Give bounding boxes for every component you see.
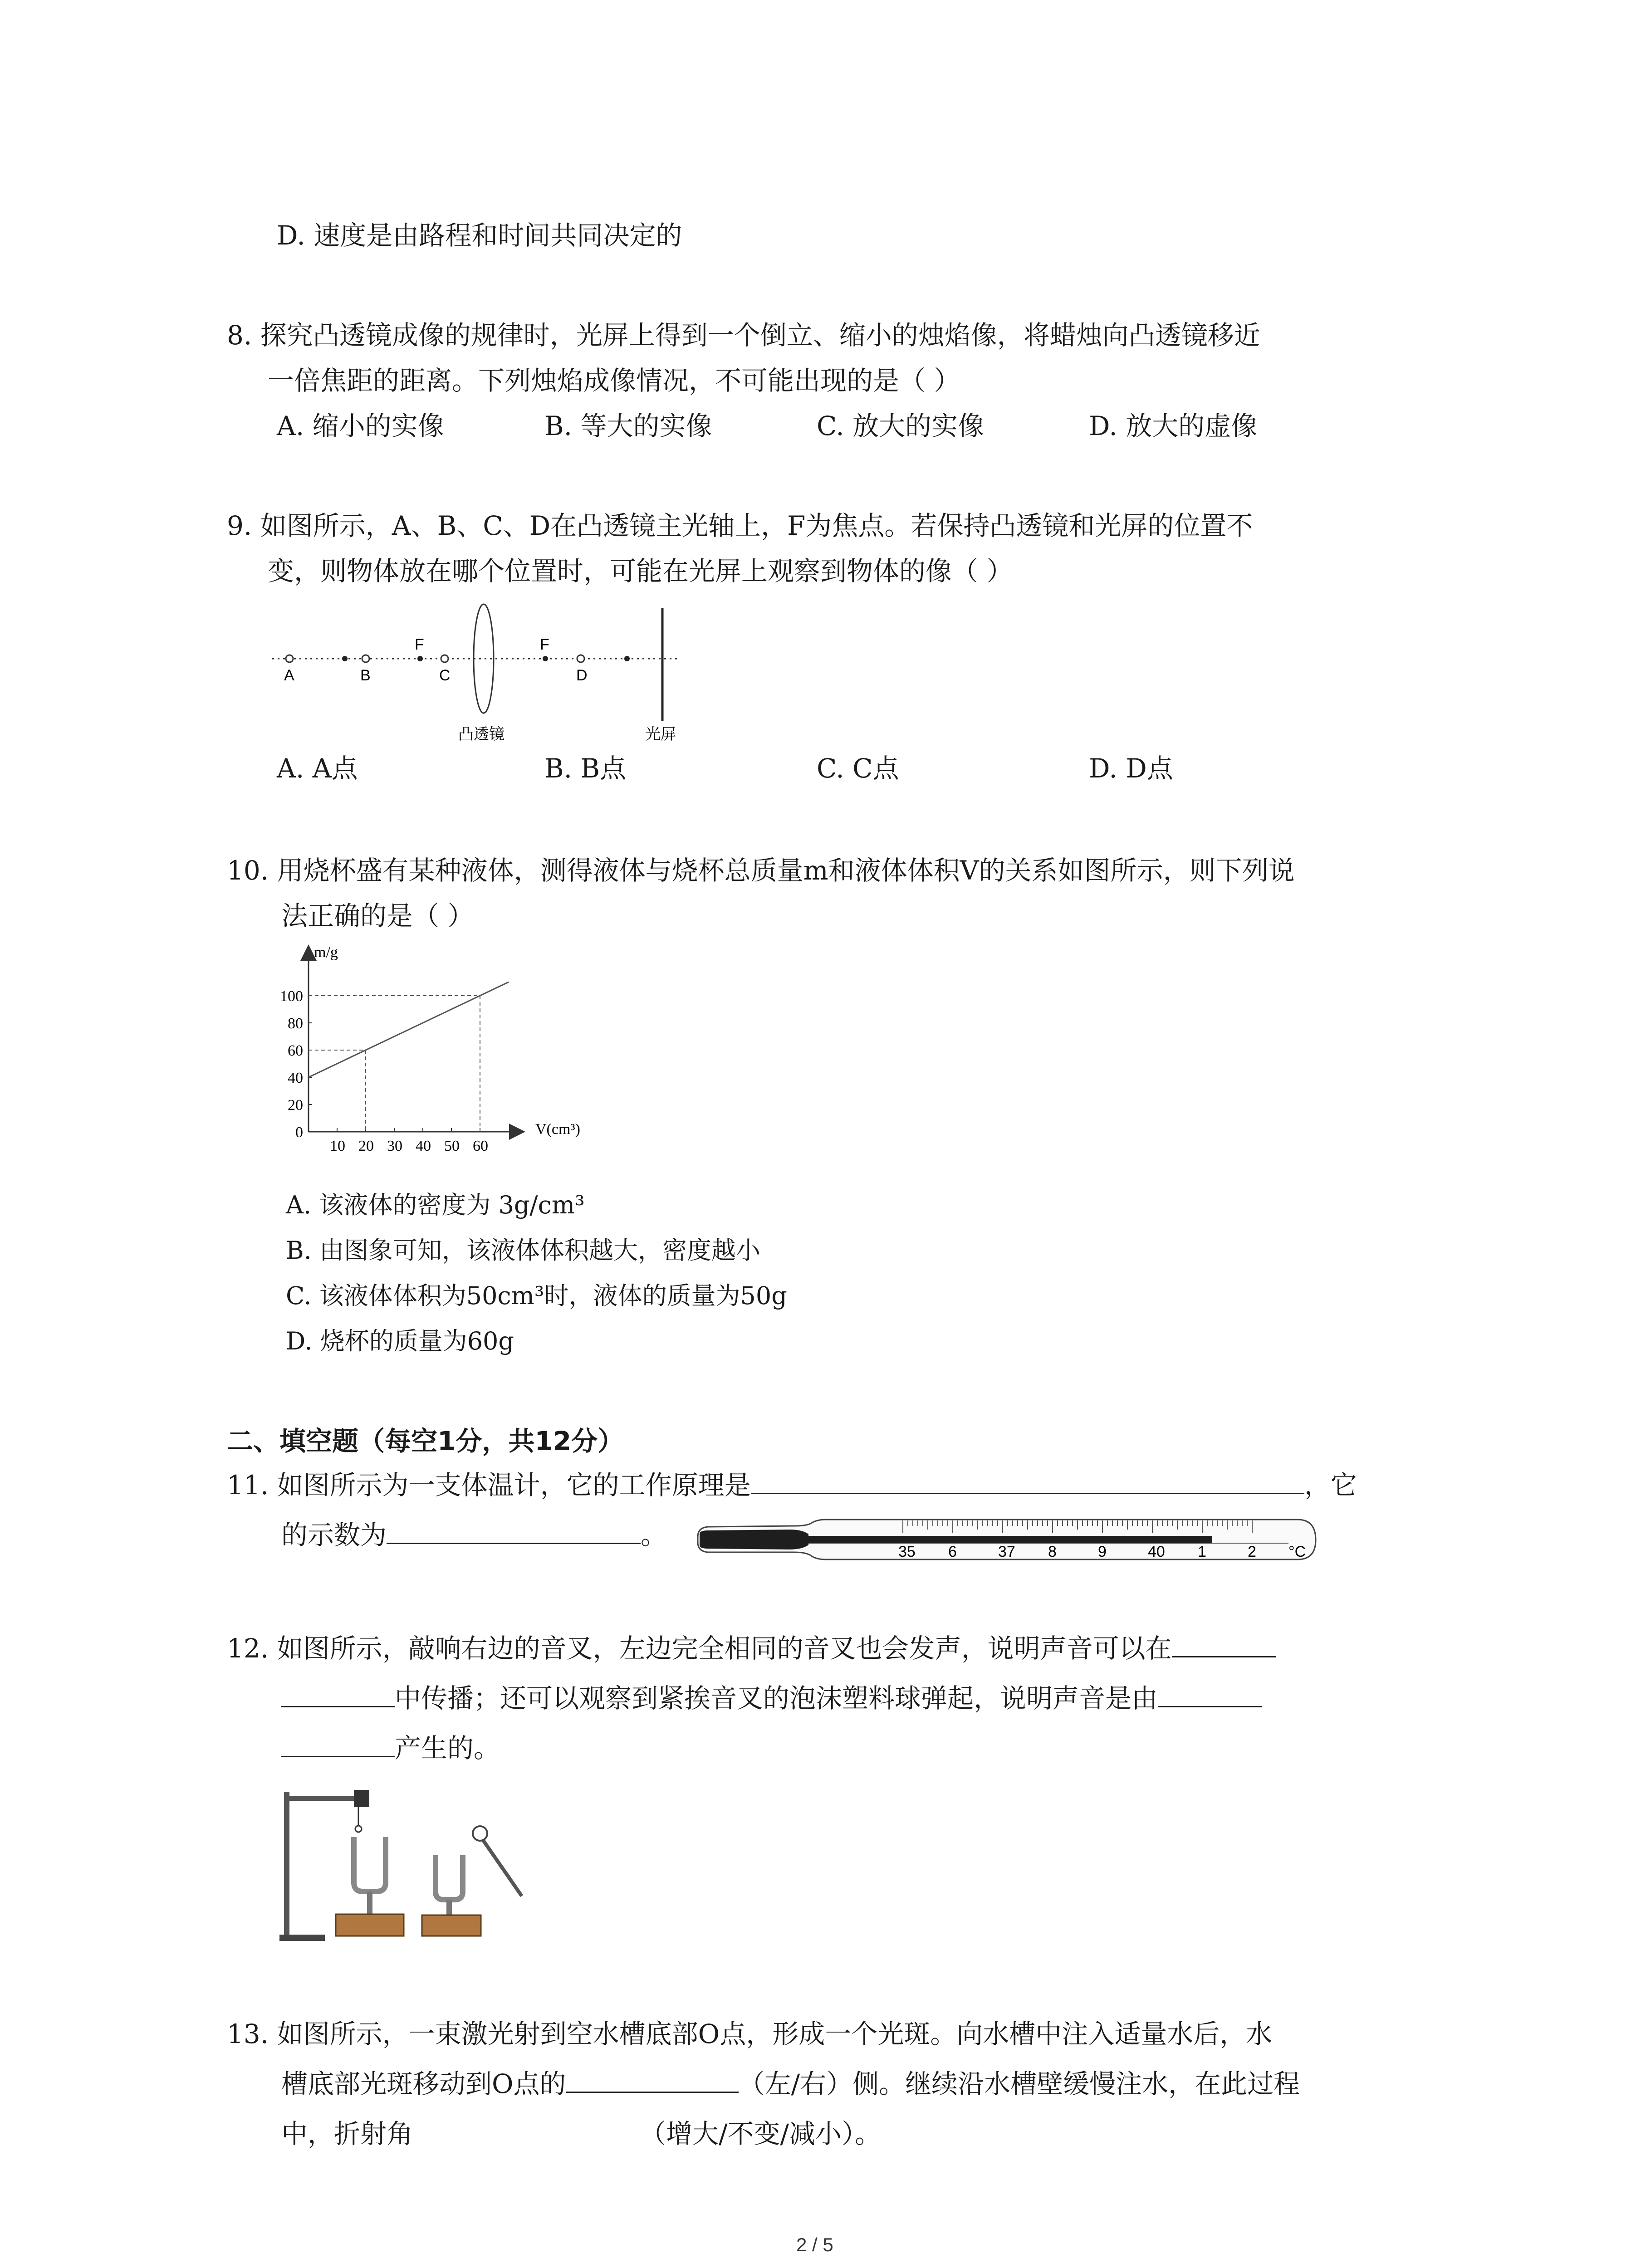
- stand-rod: [284, 1792, 289, 1937]
- q8-option-c: C. 放大的实像: [817, 411, 985, 441]
- q13-line3a: 中，折射角: [281, 2118, 413, 2149]
- scale-label: 35: [898, 1543, 916, 1560]
- label-d: D: [576, 667, 588, 684]
- q9-stem-line2: 变，则物体放在哪个位置时，可能在光屏上观察到物体的像（ ）: [268, 556, 1013, 587]
- point-c: [441, 655, 448, 662]
- label-b: B: [360, 667, 371, 684]
- q9-stem-line1: 9. 如图所示，A、B、C、D在凸透镜主光轴上，F为焦点。若保持凸透镜和光屏的位置不: [227, 510, 1253, 541]
- scale-label: 8: [1048, 1543, 1057, 1560]
- unit-label: °C: [1288, 1543, 1306, 1560]
- q9-option-c: C. C点: [817, 753, 899, 784]
- focus-left: [417, 656, 423, 661]
- scale-label: 1: [1198, 1543, 1206, 1560]
- y-tick-label: 20: [288, 1097, 303, 1114]
- q8-option-a: A. 缩小的实像: [277, 411, 444, 441]
- q8-stem-line1: 8. 探究凸透镜成像的规律时，光屏上得到一个倒立、缩小的烛焰像，将蜡烛向凸透镜移近: [227, 320, 1260, 351]
- q9-option-d: D. D点: [1089, 753, 1173, 784]
- section-2-title: 二、填空题（每空1分，共12分）: [227, 1426, 624, 1457]
- bulb: [700, 1530, 808, 1549]
- mallet-head: [473, 1826, 487, 1841]
- q12-blank-medium-part2[interactable]: [281, 1701, 395, 1707]
- q13-line3: [281, 2118, 882, 2149]
- x-tick-label: 50: [444, 1138, 460, 1154]
- y-tick-label: 100: [280, 988, 303, 1005]
- q10-option-b: B. 由图象可知，该液体体积越大，密度越小: [286, 1236, 761, 1265]
- point-b: [362, 655, 369, 662]
- q13-line3b: （增大/不变/减小）。: [640, 2118, 882, 2149]
- q10-option-d: D. 烧杯的质量为60g: [286, 1327, 514, 1355]
- q11-blank-principle[interactable]: [751, 1488, 1304, 1494]
- q13-line2a: 槽底部光斑移动到O点的: [281, 2068, 566, 2099]
- page-number: 2 / 5: [796, 2234, 833, 2255]
- q11-blank-reading[interactable]: [387, 1538, 641, 1544]
- mallet-handle: [481, 1837, 522, 1896]
- left-fork: [354, 1837, 386, 1892]
- label-f-right: F: [540, 636, 549, 653]
- y-tick-label: 80: [288, 1015, 303, 1032]
- q11-line1-text: 11. 如图所示为一支体温计，它的工作原理是: [227, 1470, 751, 1501]
- q12-line3: [281, 1733, 500, 1764]
- label-c: C: [439, 667, 451, 684]
- q10-option-c: C. 该液体体积为50cm³时，液体的质量为50g: [286, 1281, 787, 1310]
- q8-option-d: D. 放大的虚像: [1089, 411, 1258, 441]
- left-resonator-box: [336, 1914, 404, 1936]
- x-tick-label: 20: [358, 1138, 374, 1154]
- right-resonator-box: [422, 1915, 481, 1936]
- q13-line2: [281, 2068, 1300, 2099]
- q12-blank-source-part1[interactable]: [1158, 1701, 1262, 1707]
- y-tick-label: 40: [288, 1070, 303, 1086]
- q9-option-b: B. B点: [544, 753, 627, 784]
- point-d: [577, 655, 584, 662]
- stand-base: [279, 1935, 325, 1941]
- x-tick-label: 40: [416, 1138, 431, 1154]
- label-f-left: F: [415, 636, 424, 653]
- y-axis-label: m/g: [314, 944, 338, 961]
- label-screen: 光屏: [645, 726, 676, 743]
- q12-line2: [281, 1683, 1262, 1714]
- q8-option-b: B. 等大的实像: [544, 411, 712, 441]
- q12-blank-medium-part1[interactable]: [1172, 1652, 1276, 1657]
- q7-option-d: D. 速度是由路程和时间共同决定的: [277, 220, 682, 251]
- clinical-thermometer: [690, 1510, 1325, 1569]
- scale-label: 2: [1248, 1543, 1256, 1560]
- q10-stem-line1: 10. 用烧杯盛有某种液体，测得液体与烧杯总质量m和液体体积V的关系如图所示，则下列说: [227, 855, 1295, 886]
- series-line: [309, 982, 509, 1077]
- q9-option-a: A. A点: [277, 753, 358, 784]
- q11-line2-text: 的示数为: [281, 1520, 387, 1550]
- mercury-column: [808, 1536, 1212, 1543]
- foam-ball: [355, 1826, 362, 1832]
- y-tick-label: 0: [295, 1124, 303, 1141]
- q13-blank-side[interactable]: [566, 2087, 739, 2093]
- stand-arm: [284, 1796, 361, 1801]
- scale-label: 9: [1098, 1543, 1107, 1560]
- q12-line1-text: 12. 如图所示，敲响右边的音叉，左边完全相同的音叉也会发声，说明声音可以在: [227, 1633, 1172, 1664]
- mass-volume-chart: [263, 934, 653, 1161]
- q11-line1-end: ，它: [1304, 1470, 1357, 1501]
- q11-line2: [281, 1522, 667, 1548]
- q12-blank-source-part2[interactable]: [281, 1751, 395, 1757]
- x-tick-label: 30: [387, 1138, 402, 1154]
- q13-line2b: （左/右）侧。继续沿水槽壁缓慢注水，在此过程: [738, 2068, 1300, 2099]
- x-axis-label: V(cm³): [535, 1121, 580, 1138]
- y-tick-label: 60: [288, 1042, 303, 1059]
- clamp: [354, 1790, 369, 1807]
- scale-label: 6: [948, 1543, 957, 1560]
- dot-2f-left: [342, 656, 348, 661]
- q11-line1: [227, 1470, 1357, 1501]
- x-tick-label: 60: [473, 1138, 488, 1154]
- q10-stem-line2: 法正确的是（ ）: [281, 900, 474, 931]
- label-a: A: [284, 667, 294, 684]
- point-a: [286, 655, 293, 662]
- dot-2f-right: [624, 656, 630, 661]
- q11-line2-end: 。: [641, 1520, 667, 1550]
- label-lens: 凸透镜: [458, 726, 505, 743]
- lens-diagram: [263, 599, 694, 753]
- scale-label: 40: [1148, 1543, 1165, 1560]
- q12-line3-text: 产生的。: [395, 1733, 500, 1764]
- scale-label: 37: [998, 1543, 1015, 1560]
- focus-right: [543, 656, 548, 661]
- right-fork: [436, 1855, 463, 1900]
- q8-stem-line2: 一倍焦距的距离。下列烛焰成像情况，不可能出现的是（ ）: [268, 365, 960, 396]
- x-tick-label: 10: [330, 1138, 345, 1154]
- q13-line1: 13. 如图所示，一束激光射到空水槽底部O点，形成一个光斑。向水槽中注入适量水后，水: [227, 2019, 1273, 2049]
- q10-option-a: A. 该液体的密度为 3g/cm³: [286, 1191, 585, 1219]
- q12-line1: [227, 1635, 1276, 1662]
- q12-line2-text: 中传播；还可以观察到紧挨音叉的泡沫塑料球弹起，说明声音是由: [395, 1683, 1158, 1714]
- tuning-fork-figure: [272, 1778, 535, 1950]
